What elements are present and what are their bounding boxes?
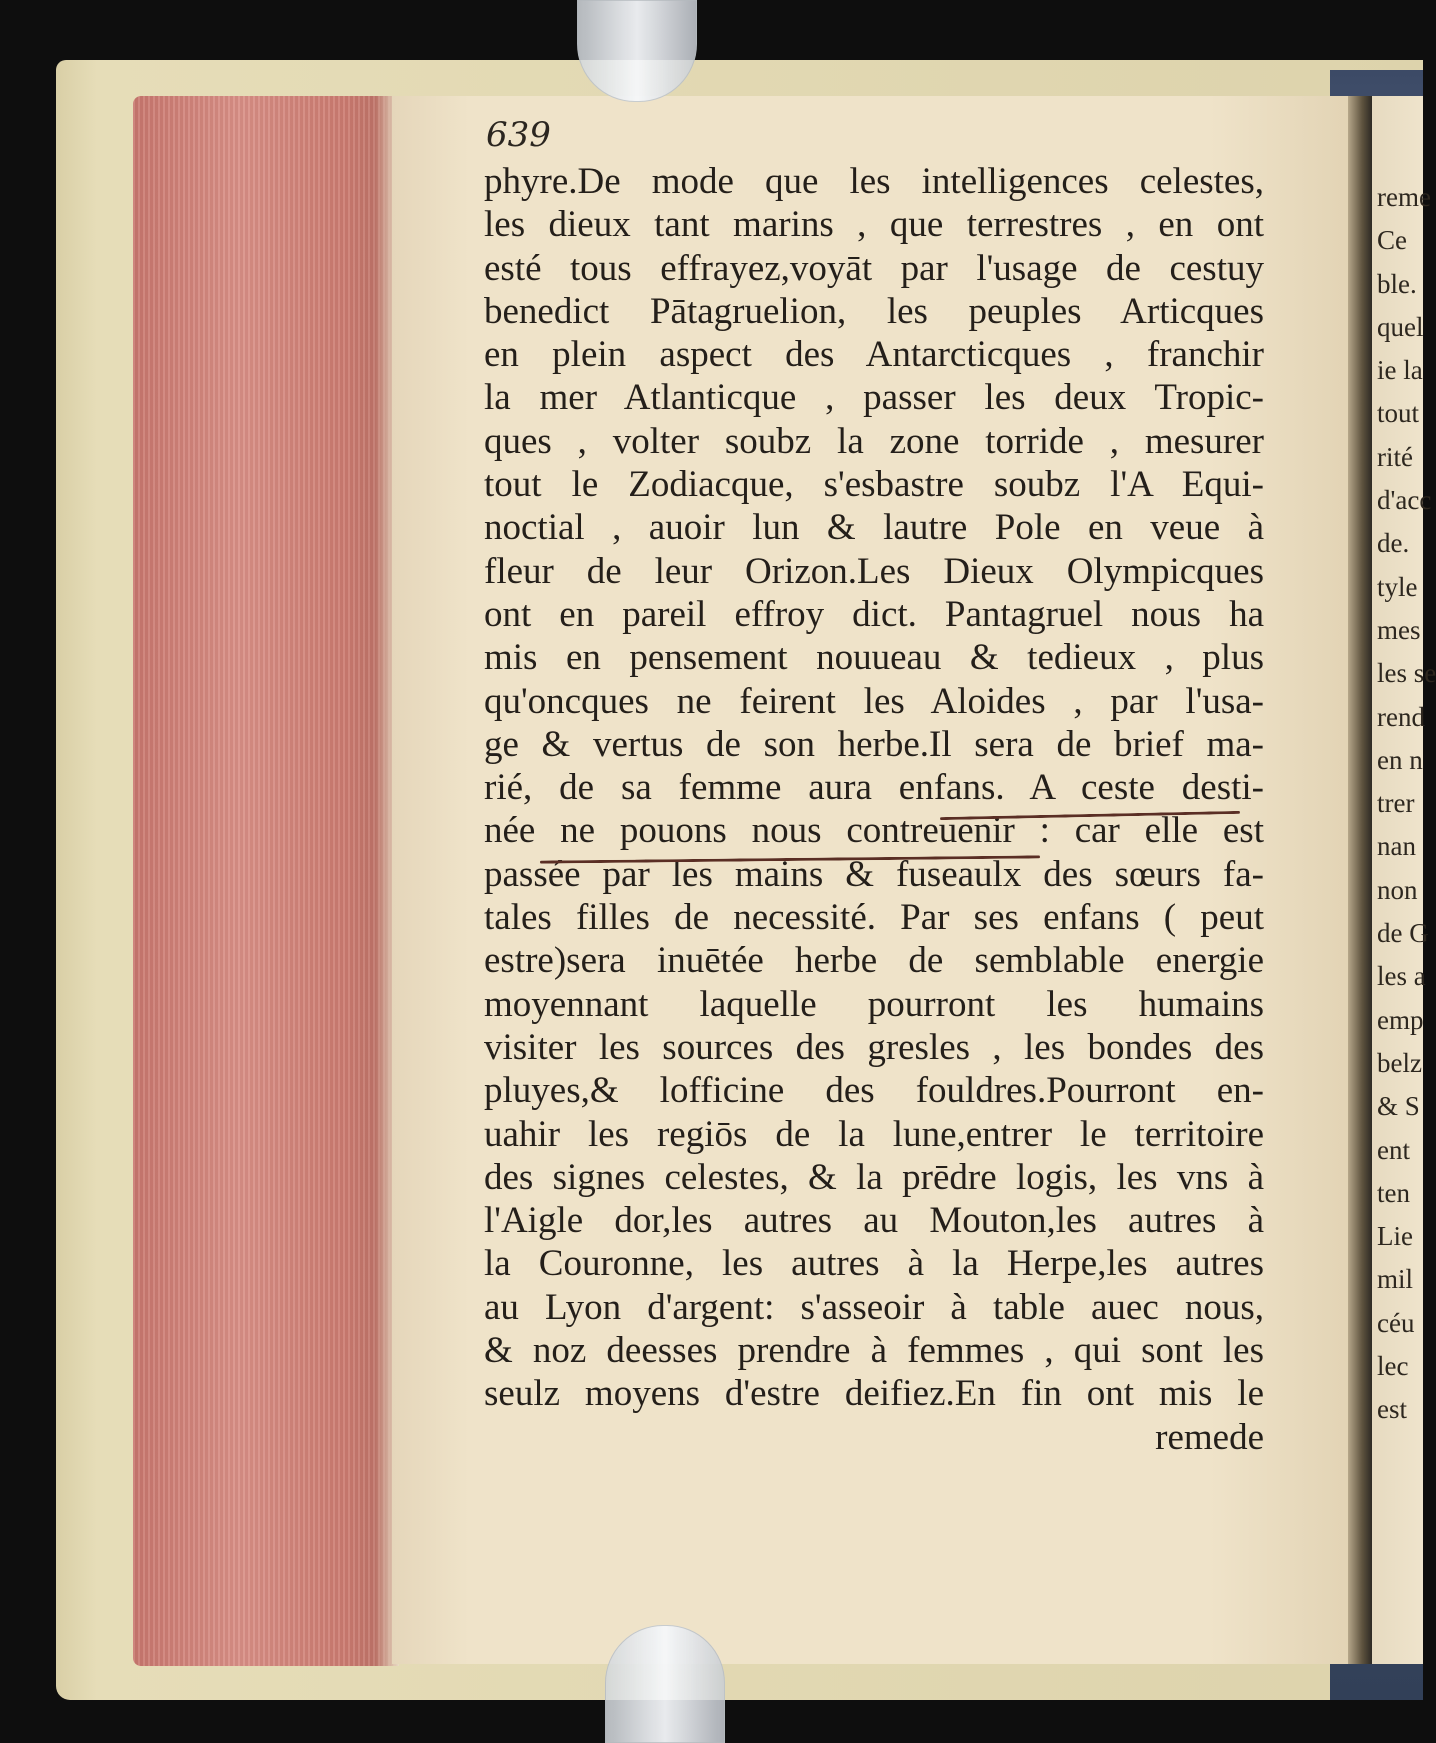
facing-text-fragment: rend [1377, 701, 1425, 732]
book-gutter [1348, 96, 1372, 1664]
text-line: moyennant laquelle pourront les humains [484, 983, 1264, 1025]
facing-text-fragment: mes [1377, 614, 1421, 645]
text-line: les dieux tant marins , que terrestres , en ont [484, 204, 1264, 246]
text-line: des signes celestes, & la prēdre logis, les vns à [484, 1156, 1264, 1198]
text-line: en plein aspect des Antarcticques , franchir [484, 334, 1264, 376]
text-line: au Lyon d'argent: s'asseoir à table auec nous, [484, 1286, 1264, 1328]
catchword: remede [1155, 1416, 1264, 1458]
facing-text-fragment: quel [1377, 311, 1424, 342]
text-line: noctial , auoir lun & lautre Pole en veue à [484, 507, 1264, 549]
text-line: née ne pouons nous contreuenir : car elle est [484, 810, 1264, 852]
facing-text-fragment: mil [1377, 1264, 1414, 1295]
facing-text-fragment: emp [1377, 1004, 1424, 1035]
page-number: 639 [486, 115, 551, 155]
text-line: visiter les sources des gresles , les bondes des [484, 1026, 1264, 1068]
red-page-edges [133, 96, 399, 1666]
text-line: ques , volter soubz la zone torride , mesurer [484, 420, 1264, 462]
page-clip-bottom [605, 1625, 725, 1743]
facing-text-fragment: de. [1377, 528, 1410, 559]
text-line: estre)sera inuētée herbe de semblable energie [484, 940, 1264, 982]
facing-text-fragment: ie la [1377, 355, 1423, 386]
page-text [484, 160, 1264, 1459]
facing-text-fragment: ent [1377, 1134, 1410, 1165]
text-line: ge & vertus de son herbe.Il sera de brief ma- [484, 723, 1264, 765]
text-line: qu'oncques ne feirent les Aloides , par l'usa- [484, 680, 1264, 722]
text-line: l'Aigle dor,les autres au Mouton,les autres à [484, 1200, 1264, 1242]
text-line: benedict Pātagruelion, les peuples Articques [484, 290, 1264, 332]
text-line: tales filles de necessité. Par ses enfans ( peut [484, 897, 1264, 939]
facing-text-fragment: Ce [1377, 225, 1407, 256]
facing-text-fragment: & S [1377, 1091, 1420, 1122]
text-line: uahir les regiōs de la lune,entrer le territoire [484, 1113, 1264, 1155]
facing-text-fragment: de G [1377, 918, 1429, 949]
facing-text-fragment: lec [1377, 1351, 1409, 1382]
text-line: & noz deesses prendre à femmes , qui sont les [484, 1330, 1264, 1372]
facing-text-fragment: nan [1377, 831, 1416, 862]
facing-text-fragment: les se [1377, 658, 1436, 689]
facing-text-fragment: d'acc [1377, 485, 1432, 516]
facing-text-fragment: trer [1377, 788, 1415, 819]
facing-text-fragment: les a [1377, 961, 1426, 992]
text-line: tout le Zodiacque, s'esbastre soubz l'A Equi- [484, 464, 1264, 506]
text-line: pluyes,& lofficine des fouldres.Pourront en- [484, 1070, 1264, 1112]
facing-text-fragment: céu [1377, 1307, 1415, 1338]
facing-text-fragment: ble. [1377, 268, 1417, 299]
facing-text-fragment: reme [1377, 182, 1431, 212]
text-line: mis en pensement nouueau & tedieux , plus [484, 637, 1264, 679]
facing-text-fragment: tout [1377, 398, 1420, 429]
facing-page-text [1377, 176, 1436, 1432]
facing-text-fragment: rité [1377, 441, 1413, 472]
facing-text-fragment: non [1377, 874, 1418, 905]
facing-text-fragment: Lie [1377, 1221, 1413, 1252]
text-line: la Couronne, les autres à la Herpe,les autres [484, 1243, 1264, 1285]
text-line: passée par les mains & fuseaulx des sœurs fa- [484, 853, 1264, 895]
facing-text-fragment: belz [1377, 1047, 1422, 1078]
text-line: rié, de sa femme aura enfans. A ceste desti- [484, 767, 1264, 809]
text-line: la mer Atlanticque , passer les deux Tropic- [484, 377, 1264, 419]
text-line: phyre.De mode que les intelligences celestes, [484, 161, 1264, 202]
facing-text-fragment: en n [1377, 744, 1423, 775]
text-line: ont en pareil effroy dict. Pantagruel nous ha [484, 593, 1264, 635]
text-line: fleur de leur Orizon.Les Dieux Olympicques [484, 550, 1264, 592]
text-line: seulz moyens d'estre deifiez.En fin ont mis le [484, 1373, 1264, 1415]
facing-text-fragment: ten [1377, 1177, 1410, 1208]
facing-text-fragment: tyle [1377, 571, 1418, 602]
text-line: esté tous effrayez,voyāt par l'usage de cestuy [484, 247, 1264, 289]
facing-text-fragment: est [1377, 1394, 1407, 1425]
